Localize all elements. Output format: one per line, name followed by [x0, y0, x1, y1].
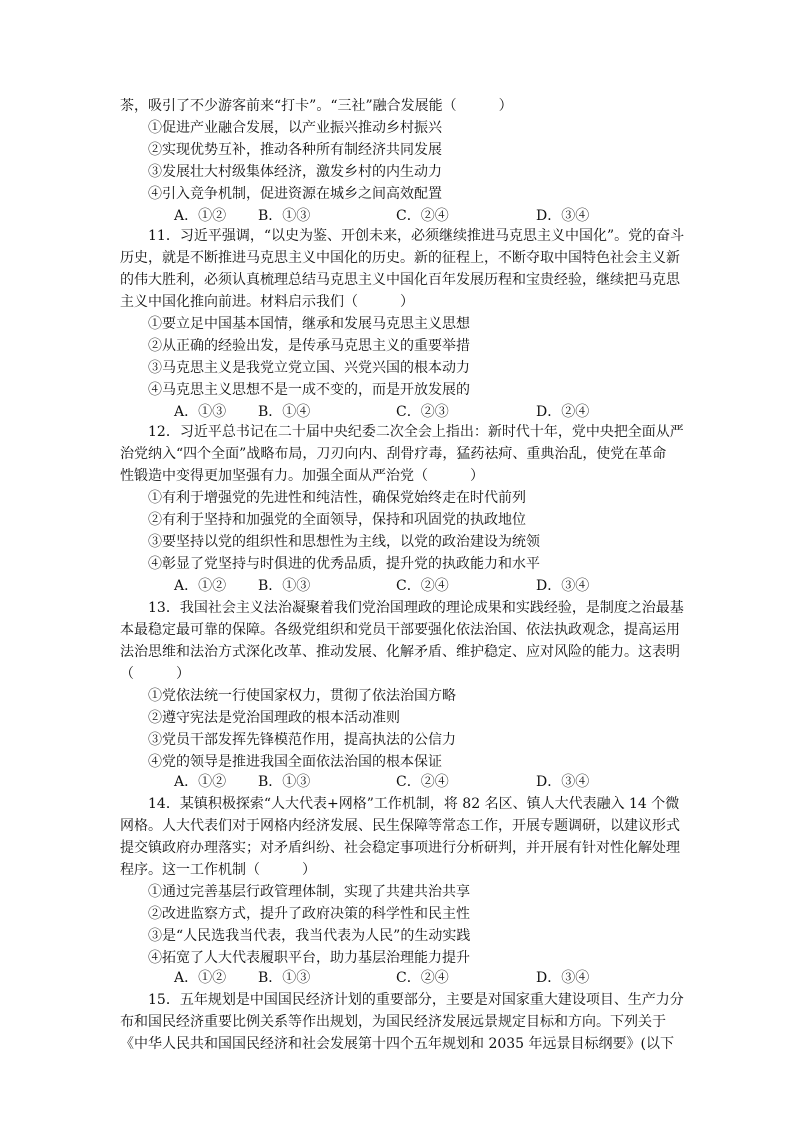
- q12-item-1: ①有利于增强党的先进性和纯洁性，确保党始终走在时代前列: [148, 490, 526, 506]
- q14-item-3: ③是“人民选我当代表，我当代表为人民”的生动实践: [148, 928, 471, 944]
- q14-option-c[interactable]: C．②④: [396, 970, 449, 986]
- q12-option-c[interactable]: C．②④: [396, 578, 449, 594]
- q12-stem-line-1: 12．习近平总书记在二十届中央纪委二次全会上指出：新时代十年，党中央把全面从严: [148, 424, 684, 440]
- q15-stem-line-2: 布和国民经济重要比例关系等作出规划，为国民经济发展远景规定目标和方向。下列关于: [120, 1014, 666, 1030]
- q10-item-3: ③发展壮大村级集体经济，激发乡村的内生动力: [148, 164, 442, 180]
- q12-item-3: ③要坚持以党的组织性和思想性为主线，以党的政治建设为统领: [148, 534, 540, 550]
- q10-options: [174, 206, 594, 226]
- q14-option-b[interactable]: B．①③: [258, 970, 311, 986]
- q14-stem-line-3: 提交镇政府办理落实；对矛盾纠纷、社会稳定事项进行分析研判，并开展有针对性化解处理: [120, 840, 680, 856]
- q12-stem-line-3: 性锻造中变得更加坚强有力。加强全面从严治党（ ）: [120, 468, 484, 484]
- q12-item-4: ④彰显了党坚持与时俱进的优秀品质，提升党的执政能力和水平: [148, 556, 540, 572]
- q11-item-1: ①要立足中国基本国情，继承和发展马克思主义思想: [148, 316, 470, 332]
- q13-item-3: ③党员干部发挥先锋模范作用，提高执法的公信力: [148, 732, 456, 748]
- q10-item-1: ①促进产业融合发展，以产业振兴推动乡村振兴: [148, 120, 442, 136]
- q10-stem-tail: 茶，吸引了不少游客前来“打卡”。“三社”融合发展能（ ）: [120, 98, 513, 114]
- q15-stem-line-3: 《中华人民共和国国民经济和社会发展第十四个五年规划和 2035 年远景目标纲要》(以下: [120, 1036, 674, 1052]
- q13-stem-line-3: 法治思维和法治方式深化改革、推动发展、化解矛盾、维护稳定、应对风险的能力。这表明: [120, 644, 680, 660]
- q14-options: [174, 968, 594, 988]
- q13-options: [174, 772, 594, 792]
- q11-item-4: ④马克思主义思想不是一成不变的，而是开放发展的: [148, 382, 470, 398]
- q13-item-1: ①党依法统一行使国家权力，贯彻了依法治国方略: [148, 688, 456, 704]
- q14-stem-line-4: 程序。这一工作机制（ ）: [120, 862, 316, 878]
- q13-option-a[interactable]: A．①②: [174, 774, 227, 790]
- q11-stem-line-3: 的伟大胜利，必须认真梳理总结马克思主义中国化百年发展历程和宝贵经验，继续把马克思: [120, 272, 680, 288]
- q13-option-c[interactable]: C．②④: [396, 774, 449, 790]
- q13-item-4: ④党的领导是推进我国全面依法治国的根本保证: [148, 754, 442, 770]
- q11-option-b[interactable]: B．①④: [258, 404, 311, 420]
- q12-option-d[interactable]: D．③④: [536, 578, 590, 594]
- q10-item-2: ②实现优势互补，推动各种所有制经济共同发展: [148, 142, 442, 158]
- q15-stem-line-1: 15．五年规划是中国国民经济计划的重要部分，主要是对国家重大建设项目、生产力分: [148, 992, 684, 1008]
- q13-stem-line-1: 13．我国社会主义法治凝聚着我们党治国理政的理论成果和实践经验，是制度之治最基: [148, 600, 684, 616]
- q10-item-4: ④引入竞争机制，促进资源在城乡之间高效配置: [148, 186, 442, 202]
- q12-option-b[interactable]: B．①③: [258, 578, 311, 594]
- q12-item-2: ②有利于坚持和加强党的全面领导，保持和巩固党的执政地位: [148, 512, 526, 528]
- q14-stem-line-1: 14．某镇积极探索“人大代表+网格”工作机制，将 82 名区、镇人大代表融入 14 个微: [148, 796, 680, 812]
- q14-option-a[interactable]: A．①②: [174, 970, 227, 986]
- q10-option-b[interactable]: B．①③: [258, 208, 311, 224]
- q11-item-3: ③马克思主义是我党立党立国、兴党兴国的根本动力: [148, 360, 470, 376]
- q10-option-a[interactable]: A．①②: [174, 208, 227, 224]
- q11-item-2: ②从正确的经验出发，是传承马克思主义的重要举措: [148, 338, 470, 354]
- q13-option-b[interactable]: B．①③: [258, 774, 311, 790]
- q11-stem-line-1: 11．习近平强调，“以史为鉴、开创未来，必须继续推进马克思主义中国化”。党的奋斗: [148, 228, 685, 244]
- q13-option-d[interactable]: D．③④: [536, 774, 590, 790]
- q13-stem-line-4: （ ）: [120, 666, 190, 682]
- q11-option-c[interactable]: C．②③: [396, 404, 449, 420]
- q14-item-1: ①通过完善基层行政管理体制，实现了共建共治共享: [148, 884, 470, 900]
- q14-option-d[interactable]: D．③④: [536, 970, 590, 986]
- q11-option-d[interactable]: D．②④: [536, 404, 590, 420]
- q14-item-2: ②改进监察方式，提升了政府决策的科学性和民主性: [148, 906, 470, 922]
- q14-item-4: ④拓宽了人大代表履职平台，助力基层治理能力提升: [148, 950, 470, 966]
- q12-stem-line-2: 治党纳入“四个全面”战略布局，刀刃向内、刮骨疗毒，猛药祛疴、重典治乱，使党在革命: [120, 446, 667, 462]
- q12-options: [174, 576, 594, 596]
- q12-option-a[interactable]: A．①②: [174, 578, 227, 594]
- q11-stem-line-4: 主义中国化推向前进。材料启示我们（ ）: [120, 294, 414, 310]
- q13-item-2: ②遵守宪法是党治国理政的根本活动准则: [148, 710, 400, 726]
- q13-stem-line-2: 本最稳定最可靠的保障。各级党组织和党员干部要强化依法治国、依法执政观念，提高运用: [120, 622, 680, 638]
- q14-stem-line-2: 网格。人大代表们对于网格内经济发展、民生保障等常态工作，开展专题调研，以建议形式: [120, 818, 680, 834]
- q11-stem-line-2: 历史，就是不断推进马克思主义中国化的历史。新的征程上，不断夺取中国特色社会主义新: [120, 250, 680, 266]
- q10-option-c[interactable]: C．②④: [396, 208, 449, 224]
- q10-option-d[interactable]: D．③④: [536, 208, 590, 224]
- q11-option-a[interactable]: A．①③: [174, 404, 227, 420]
- q11-options: [174, 402, 594, 422]
